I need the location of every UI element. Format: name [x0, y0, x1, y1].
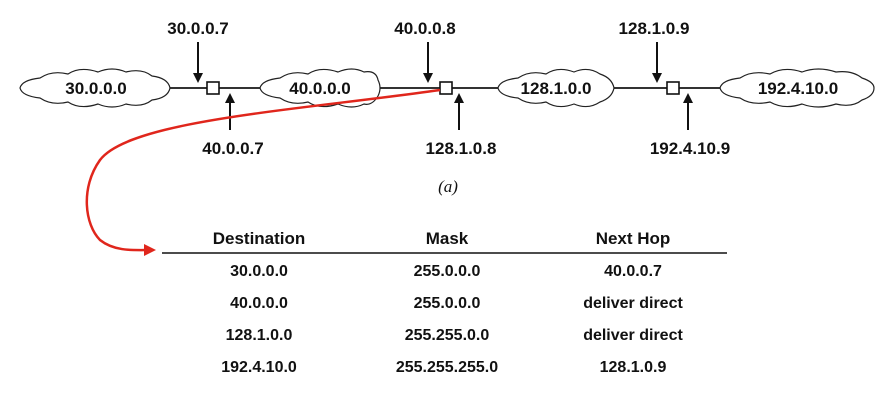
network-cloud-1	[20, 69, 170, 107]
router-3-top-address: 128.1.0.9	[618, 19, 690, 38]
router-3-bottom-address: 192.4.10.9	[649, 139, 731, 158]
row-next-hop: deliver direct	[583, 295, 683, 312]
row-next-hop: 40.0.0.7	[604, 263, 662, 280]
row-mask: 255.255.0.0	[404, 327, 490, 344]
diagram-caption: (a)	[438, 177, 458, 196]
row-mask: 255.0.0.0	[413, 295, 481, 312]
network-label: 192.4.10.0	[757, 79, 839, 98]
row-next-hop: 128.1.0.9	[599, 359, 667, 376]
network-cloud-4	[720, 69, 874, 107]
router-1-bottom-address: 40.0.0.7	[202, 139, 264, 158]
router-2	[440, 82, 452, 94]
row-mask: 255.255.255.0	[395, 359, 499, 376]
column-header-destination: Destination	[212, 229, 306, 248]
router-1-top-address: 30.0.0.7	[167, 19, 229, 38]
router-2-bottom-address: 128.1.0.8	[425, 139, 497, 158]
column-header-next-hop: Next Hop	[595, 229, 671, 248]
router-3	[667, 82, 679, 94]
router-2-top-address: 40.0.0.8	[394, 19, 456, 38]
row-mask: 255.0.0.0	[413, 263, 481, 280]
network-label: 40.0.0.0	[289, 79, 351, 98]
network-label: 128.1.0.0	[520, 79, 592, 98]
column-header-mask: Mask	[425, 229, 469, 248]
row-destination: 30.0.0.0	[230, 263, 288, 280]
row-next-hop: deliver direct	[583, 327, 683, 344]
row-destination: 128.1.0.0	[225, 327, 293, 344]
network-cloud-3	[498, 69, 614, 106]
table-pointer-arrow	[87, 90, 440, 250]
network-label: 30.0.0.0	[65, 79, 127, 98]
table-row	[226, 327, 684, 344]
routing-table	[162, 229, 727, 376]
table-row	[230, 295, 683, 312]
row-destination: 40.0.0.0	[230, 295, 288, 312]
router-1	[207, 82, 219, 94]
table-row	[230, 263, 662, 280]
row-destination: 192.4.10.0	[221, 359, 297, 376]
table-row	[221, 359, 666, 376]
